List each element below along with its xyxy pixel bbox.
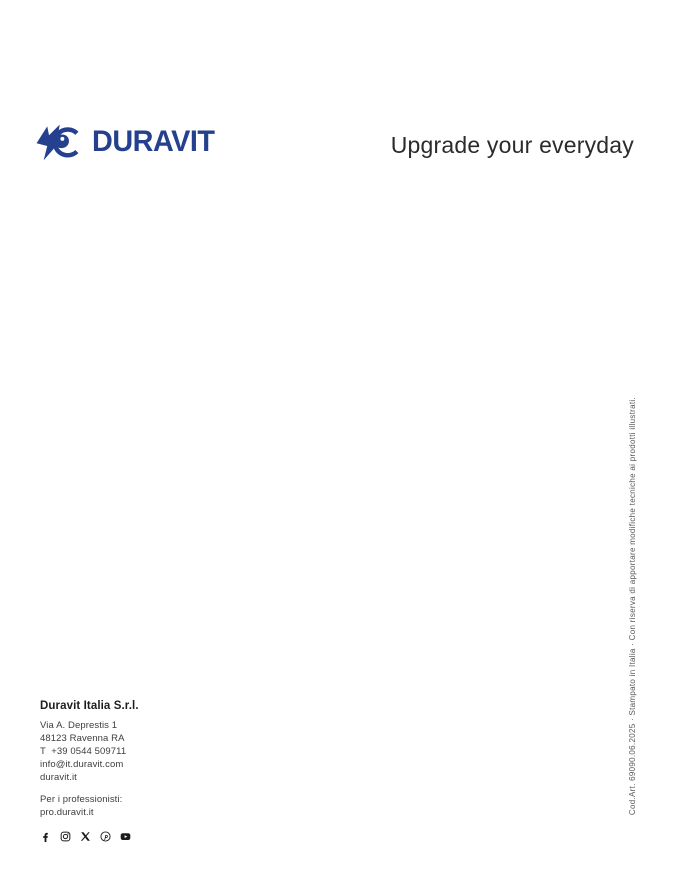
- contact-block: [40, 700, 260, 842]
- duravit-bird-icon: [34, 121, 89, 162]
- website-url: duravit.it: [40, 772, 77, 783]
- x-twitter-icon[interactable]: [80, 831, 91, 842]
- duravit-logo: [34, 121, 220, 162]
- imprint-vertical-note: Cod.Art. 69090.06.2025 · Stampato in Italia · Con riserva di apportare modifiche tecniche ai prodotti illustrati.: [628, 396, 637, 815]
- professionals-block: [40, 793, 260, 819]
- address-street: Via A. Deprestis 1: [40, 720, 118, 731]
- email-address: info@it.duravit.com: [40, 759, 124, 770]
- tagline: Upgrade your everyday: [390, 132, 634, 158]
- professionals-site-url: pro.duravit.it: [40, 807, 94, 818]
- company-name: Duravit Italia S.r.l.: [40, 700, 139, 712]
- phone-number: T +39 0544 509711: [40, 746, 127, 757]
- pinterest-icon[interactable]: [100, 831, 111, 842]
- address-city: 48123 Ravenna RA: [40, 733, 125, 744]
- professionals-label: Per i professionisti:: [40, 794, 123, 805]
- instagram-icon[interactable]: [60, 831, 71, 842]
- youtube-icon[interactable]: [120, 831, 131, 842]
- address-block: [40, 719, 260, 784]
- social-icons-row: [40, 831, 260, 842]
- logo-wordmark: DURAVIT: [92, 124, 215, 158]
- facebook-icon[interactable]: [40, 831, 51, 842]
